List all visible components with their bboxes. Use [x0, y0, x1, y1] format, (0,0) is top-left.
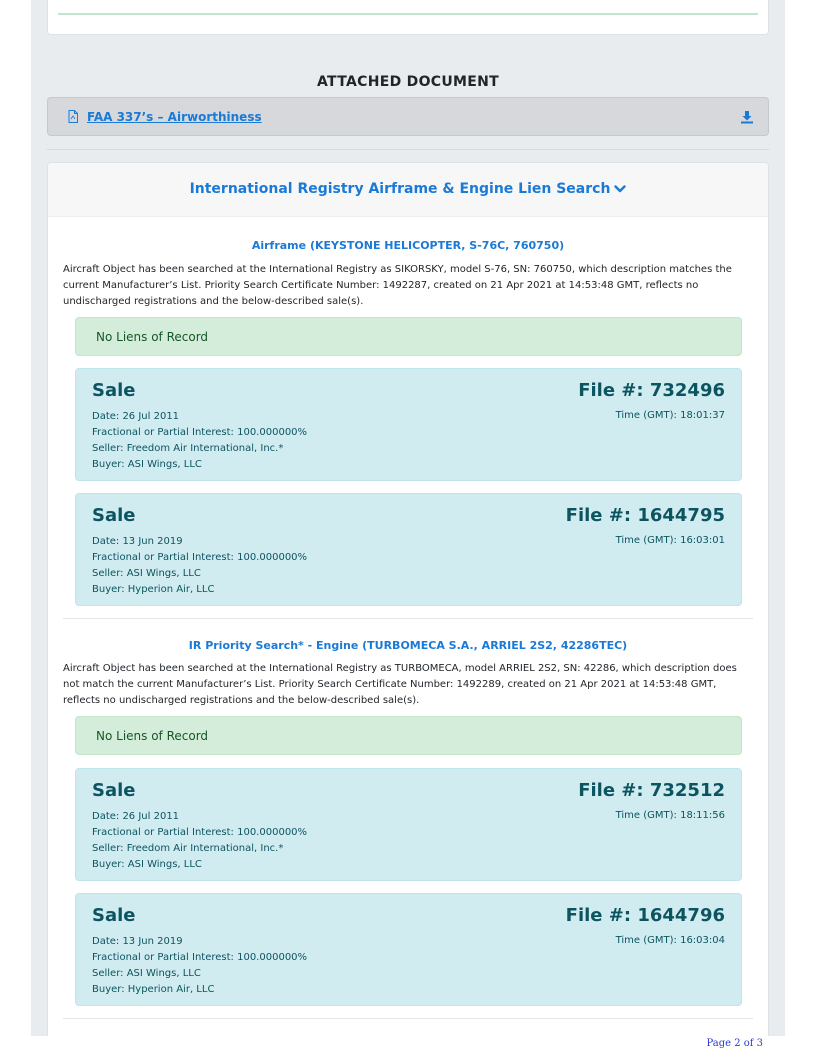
ir-lien-search-card: [47, 162, 769, 1036]
sale-seller: Seller: Freedom Air International, Inc.*: [92, 443, 284, 454]
pdf-file-icon: [68, 110, 78, 123]
sale-time: Time (GMT): 16:03:04: [615, 935, 725, 946]
sale-details: [92, 409, 307, 473]
sale-time: Time (GMT): 18:01:37: [615, 410, 725, 421]
sale-buyer: Buyer: Hyperion Air, LLC: [92, 584, 215, 595]
sale-time: Time (GMT): 18:11:56: [615, 810, 725, 821]
sale-title: Sale: [92, 780, 136, 801]
sale-buyer: Buyer: ASI Wings, LLC: [92, 859, 202, 870]
sale-time: Time (GMT): 16:03:01: [615, 535, 725, 546]
ir-lien-search-title-text: International Registry Airframe & Engine Lien Search: [189, 181, 611, 197]
airframe-section-title: Airframe (KEYSTONE HELICOPTER, S-76C, 760750): [251, 239, 565, 252]
airframe-sale-record: [75, 368, 742, 481]
engine-sale-record: [75, 768, 742, 881]
sale-interest: Fractional or Partial Interest: 100.000000%: [92, 427, 308, 438]
sale-seller: Seller: Freedom Air International, Inc.*: [92, 843, 284, 854]
airframe-liens-alert: [75, 317, 742, 356]
sale-title: Sale: [92, 505, 136, 526]
engine-section-description: Aircraft Object has been searched at the International Registry as TURBOMECA, model ARRIEL 2S2, SN: 42286, which description does not match the current Manufacturer’s List. Priority Search Certificate Number: 1492289, created on 21 Apr 2021 at 14:53:48 GMT, reflects no undischarged registrations and the below-described sale(s).: [63, 663, 737, 706]
section-divider: [63, 1018, 753, 1019]
sale-interest: Fractional or Partial Interest: 100.000000%: [92, 552, 308, 563]
engine-sale-record: [75, 893, 742, 1006]
page-number: Page 2 of 3: [706, 1038, 763, 1049]
sale-details: [92, 809, 307, 873]
section-divider: [47, 149, 769, 150]
success-strip: [58, 13, 758, 15]
airframe-sale-record: [75, 493, 742, 606]
sale-details: [92, 534, 307, 598]
airframe-liens-text: No Liens of Record: [96, 330, 209, 344]
sale-date: Date: 13 Jun 2019: [92, 936, 183, 947]
ir-lien-search-title[interactable]: [48, 181, 768, 197]
sale-buyer: Buyer: Hyperion Air, LLC: [92, 984, 215, 995]
sale-title: Sale: [92, 905, 136, 926]
ir-lien-search-header[interactable]: [48, 163, 768, 217]
sale-title: Sale: [92, 380, 136, 401]
sale-interest: Fractional or Partial Interest: 100.000000%: [92, 827, 308, 838]
sale-seller: Seller: ASI Wings, LLC: [92, 568, 201, 579]
section-divider: [63, 618, 753, 619]
sale-interest: Fractional or Partial Interest: 100.000000%: [92, 952, 308, 963]
sale-file-number: File #: 1644796: [565, 905, 725, 926]
attached-document-bar[interactable]: [47, 97, 769, 136]
sale-date: Date: 26 Jul 2011: [92, 811, 180, 822]
sale-file-number: File #: 1644795: [565, 505, 725, 526]
sale-details: [92, 934, 307, 998]
airframe-section-description: Aircraft Object has been searched at the International Registry as SIKORSKY, model S-76, SN: 760750, which description matches the current Manufacturer’s List. Priority Search Certificate Number: 1492287, created on 21 Apr 2021 at 14:53:48 GMT, reflects no undischarged registrations and the below-described sale(s).: [63, 264, 732, 307]
sale-date: Date: 26 Jul 2011: [92, 411, 180, 422]
engine-liens-alert: [75, 716, 742, 755]
engine-section-title: IR Priority Search* - Engine (TURBOMECA S.A., ARRIEL 2S2, 42286TEC): [188, 639, 628, 652]
sale-file-number: File #: 732512: [578, 780, 725, 801]
sale-buyer: Buyer: ASI Wings, LLC: [92, 459, 202, 470]
sale-seller: Seller: ASI Wings, LLC: [92, 968, 201, 979]
chevron-down-icon[interactable]: [614, 184, 626, 194]
sale-date: Date: 13 Jun 2019: [92, 536, 183, 547]
engine-liens-text: No Liens of Record: [96, 729, 209, 743]
sale-file-number: File #: 732496: [578, 380, 725, 401]
previous-card-bottom: [47, 0, 769, 35]
download-icon[interactable]: [740, 110, 754, 124]
attached-document-heading: ATTACHED DOCUMENT: [317, 74, 499, 90]
airworthiness-document-link[interactable]: FAA 337’s – Airworthiness: [87, 110, 262, 124]
